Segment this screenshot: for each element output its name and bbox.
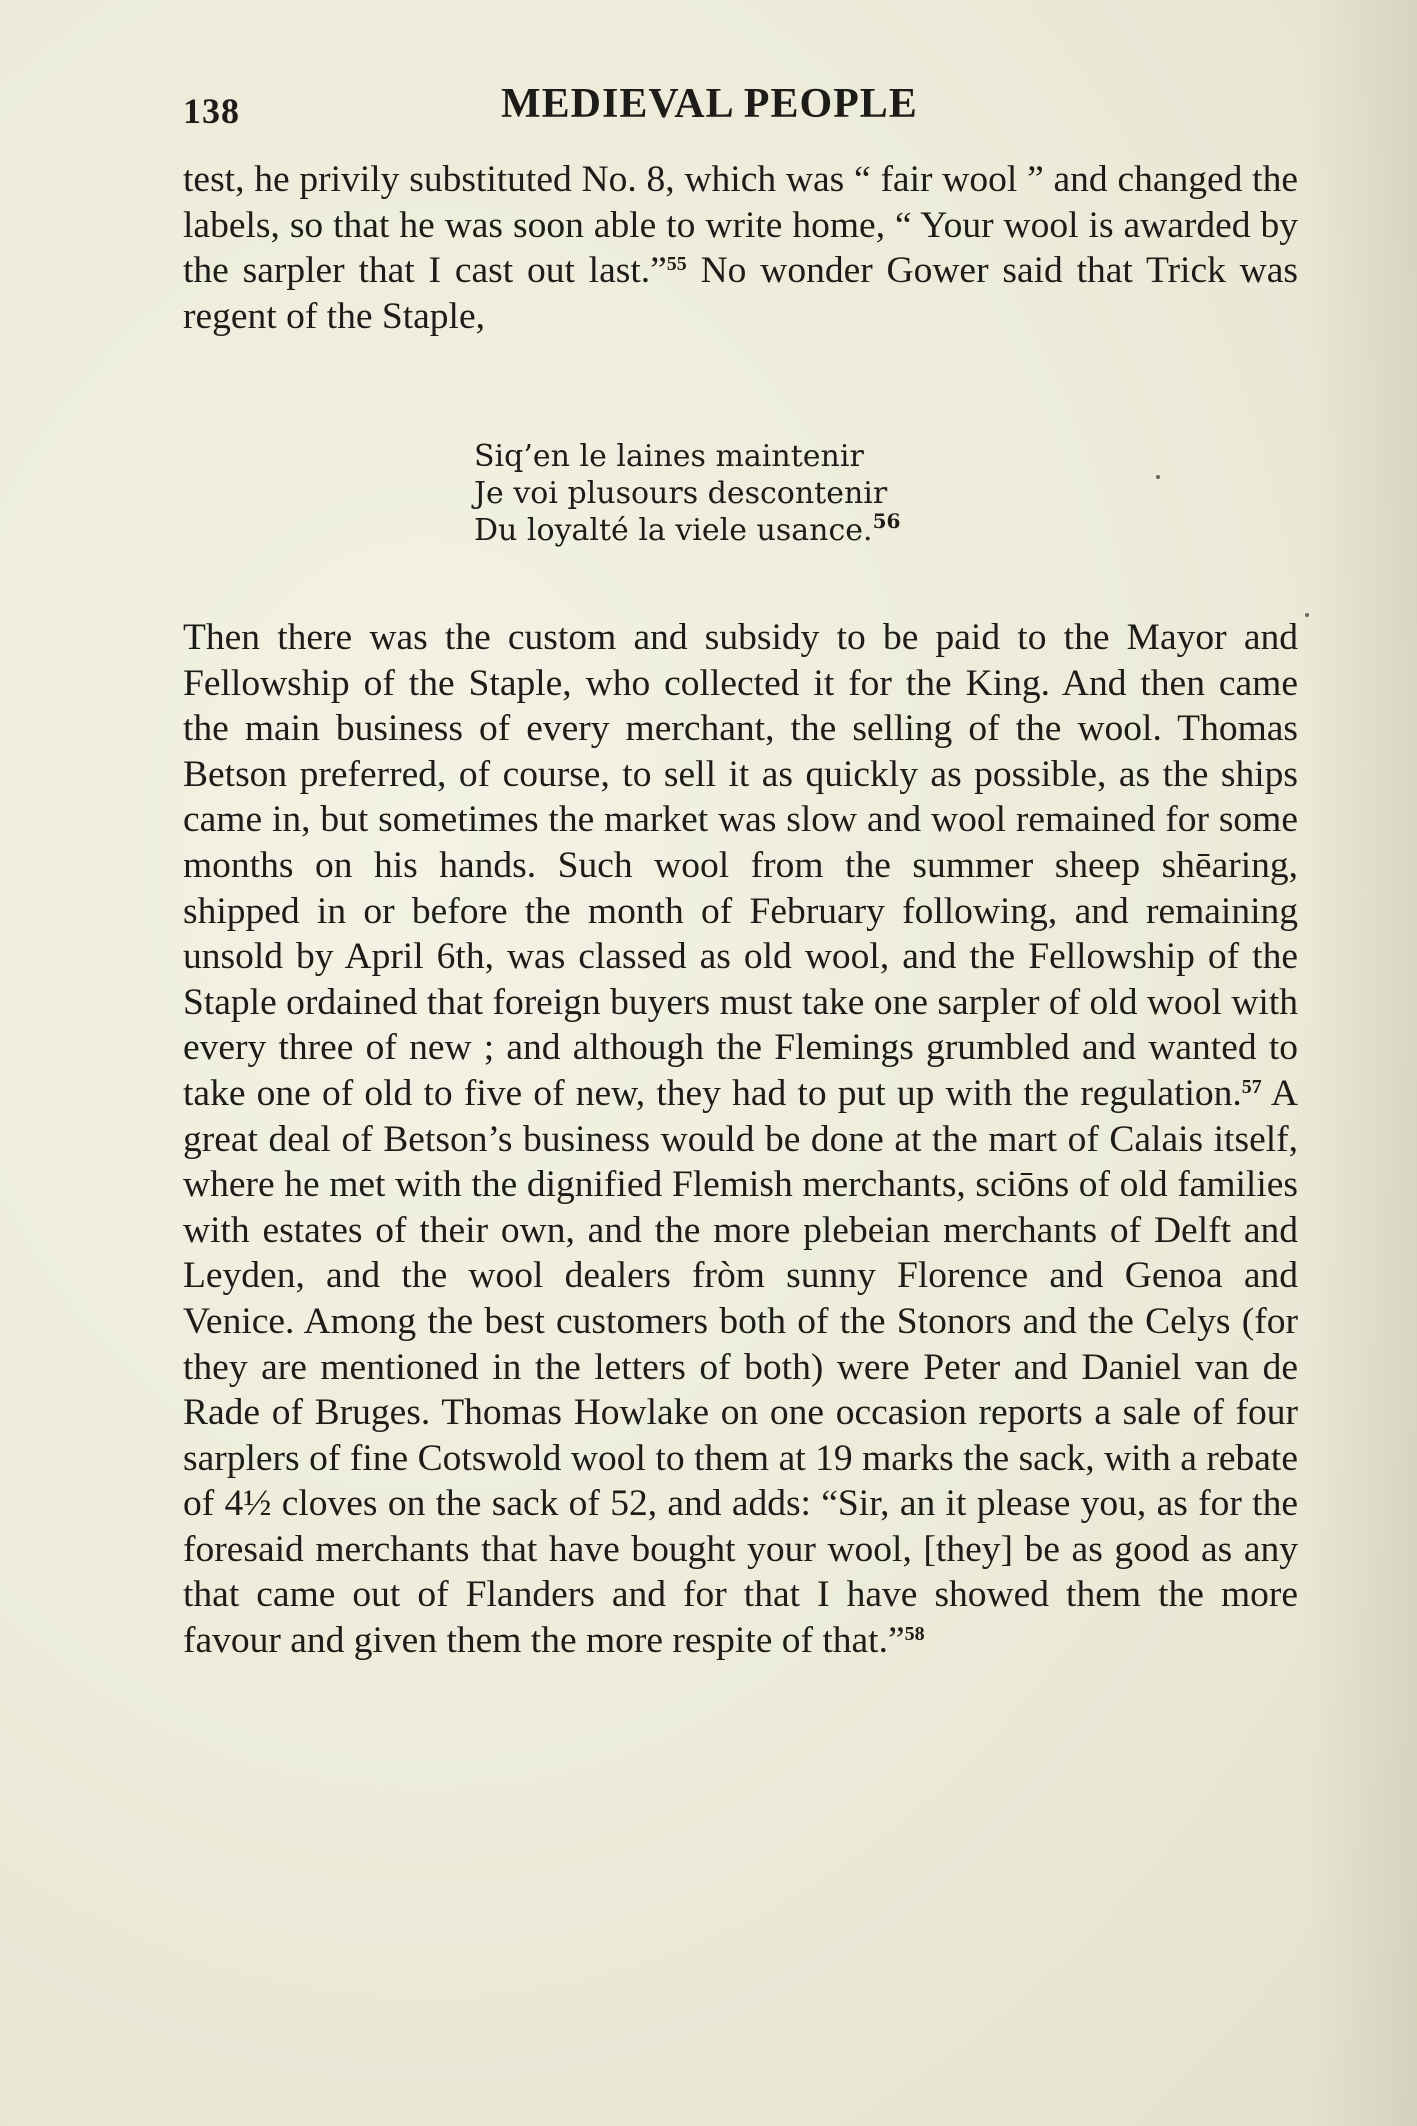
page-edge-shadow	[1307, 0, 1417, 2126]
paragraph-1-text-continued: No wonder Gower said that Trick was regent of the Staple,	[183, 250, 1299, 337]
verse-line-1: Siq’en le laines maintenir	[474, 439, 864, 474]
verse-line-3: Du loyalté la viele usance.	[474, 513, 873, 548]
paragraph-1	[183, 157, 1298, 339]
paragraph-2	[183, 615, 1298, 1664]
running-head: MEDIEVAL PEOPLE	[501, 81, 918, 127]
footnote-ref-57: 57	[1241, 1075, 1262, 1098]
paper-speck	[1156, 475, 1160, 479]
verse-line-3-wrap	[474, 509, 901, 549]
footnote-ref-56: 56	[872, 509, 901, 533]
paper-speck	[1305, 613, 1309, 617]
paragraph-2-text-b: A great deal of Betson’s business would be done at the mart of Calais itself, where he met with the dignified Flemish merchants, sciōns of old families with estates of their own, and the more plebeian merchants of Delft and Leyden, and the wool dealers fròm sunny Florence and Genoa and Venice. Among the best customers both of the Stonors and the Celys (for they are mentioned in the letters of both) were Peter and Daniel van de Rade of Bruges. Thomas Howlake on one occasion reports a sale of four sarplers of fine Cotswold wool to them at 19 marks the sack, with a rebate of 4½ cloves on the sack of 52, and adds: “Sir, an it please you, as for the foresaid merchants that have bought your wool, [they] be as good as any that came out of Flanders and for that I have showed them the more favour and given them the more respite of that.”	[183, 1072, 1298, 1662]
footnote-ref-55: 55	[666, 253, 687, 276]
page-header	[183, 80, 1293, 140]
footnote-ref-58: 58	[904, 1623, 925, 1646]
paragraph-1-text: test, he privily substituted No. 8, which was “ fair wool ” and changed the labels, so that he was soon able to write home, “ Your wool is awarded by the sarpler that I cast out last.”	[183, 159, 1298, 292]
verse-quotation	[474, 438, 900, 549]
page-number: 138	[183, 91, 240, 131]
verse-line-2: Je voi plusours descontenir	[474, 476, 888, 511]
paragraph-2-text-a: Then there was the custom and subsidy to be paid to the Mayor and Fellowship of the Staple, who collected it for the King. And then came the main business of every merchant, the selling of the wool. Thomas Betson preferred, of course, to sell it as quickly as possible, as the ships came in, but sometimes the market was slow and wool remained for some months on his hands. Such wool from the summer sheep shēaring, shipped in or before the month of February following, and remaining unsold by April 6th, was classed as old wool, and the Fellowship of the Staple ordained that foreign buyers must take one sarpler of old wool with every three of new ; and although the Flemings grumbled and wanted to take one of old to five of new, they had to put up with the regulation.	[183, 617, 1298, 1114]
